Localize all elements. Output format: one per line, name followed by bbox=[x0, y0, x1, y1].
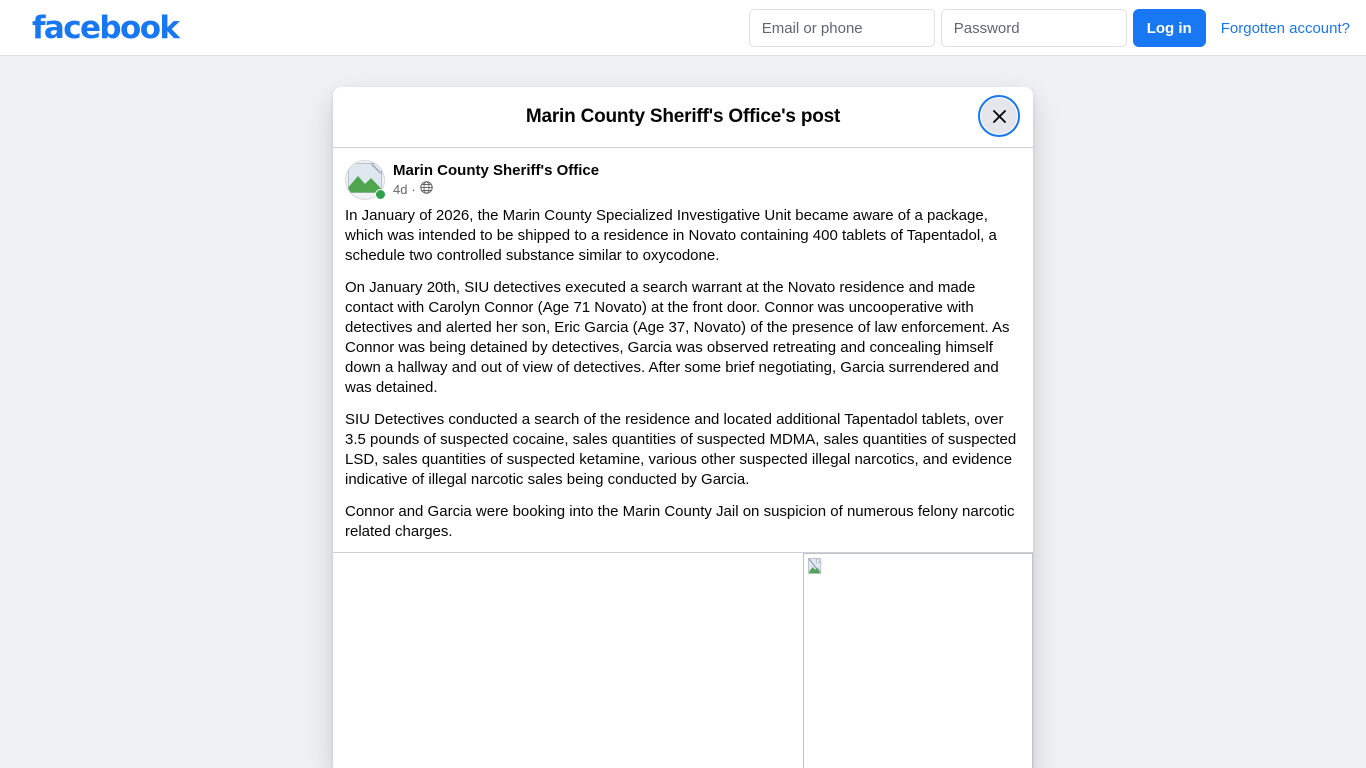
post-paragraph: In January of 2026, the Marin County Specialized Investigative Unit became aware of a package, which was intended to be shipped to a residence in Novato containing 400 tablets of Tapentadol, a schedule two controlled substance similar to oxycodone. bbox=[345, 207, 997, 264]
author-meta bbox=[393, 160, 599, 198]
post-paragraph: Connor and Garcia were booking into the Marin County Jail on suspicion of numerous felony narcotic related charges. bbox=[345, 503, 1015, 540]
avatar-wrapper bbox=[345, 160, 385, 200]
post-meta-row bbox=[393, 181, 599, 198]
close-icon bbox=[991, 108, 1008, 125]
post-paragraph: On January 20th, SIU detectives executed a search warrant at the Novato residence and made contact with Carolyn Connor (Age 71 Novato) at the front door. Connor was uncooperative with detectives and alerted her son, Eric Garcia (Age 37, Novato) of the presence of law enforcement. As Connor was being detained by detectives, Garcia was observed retreating and concealing himself down a hallway and out of view of detectives. After some brief negotiating, Garcia surrendered and was detained. bbox=[345, 279, 1010, 396]
broken-image-icon bbox=[808, 558, 825, 575]
facebook-logo[interactable]: facebook bbox=[32, 10, 179, 46]
post-author-row bbox=[345, 160, 1021, 206]
dialog-title: Marin County Sheriff's Office's post bbox=[525, 106, 841, 127]
post-dialog bbox=[333, 87, 1033, 768]
media-spacer bbox=[333, 553, 803, 768]
top-navigation-bar bbox=[0, 0, 1366, 56]
dialog-header bbox=[333, 87, 1033, 148]
author-name[interactable]: Marin County Sheriff's Office bbox=[393, 162, 600, 179]
post-timestamp[interactable]: 4d bbox=[393, 182, 408, 197]
post-text bbox=[345, 206, 1021, 542]
password-field[interactable] bbox=[941, 9, 1127, 47]
online-status-dot bbox=[375, 189, 386, 200]
meta-separator: · bbox=[411, 182, 416, 197]
globe-icon[interactable] bbox=[420, 181, 433, 198]
forgotten-account-link[interactable]: Forgotten account? bbox=[1220, 19, 1350, 37]
post-media bbox=[333, 553, 1033, 768]
post-image-1[interactable] bbox=[803, 553, 1033, 768]
login-button[interactable]: Log in bbox=[1133, 9, 1206, 47]
post-paragraph: SIU Detectives conducted a search of the residence and located additional Tapentadol tablets, over 3.5 pounds of suspected cocaine, sales quantities of suspected MDMA, sales quantities of suspected LSD, sales quantities of suspected ketamine, various other suspected illegal narcotics, and evidence indicative of illegal narcotic sales being conducted by Garcia. bbox=[345, 411, 1017, 488]
login-form bbox=[749, 9, 1350, 47]
media-row bbox=[333, 553, 1033, 768]
broken-image-icon bbox=[348, 163, 382, 193]
post-content bbox=[333, 148, 1033, 768]
email-field[interactable] bbox=[749, 9, 935, 47]
close-button[interactable] bbox=[981, 98, 1017, 134]
